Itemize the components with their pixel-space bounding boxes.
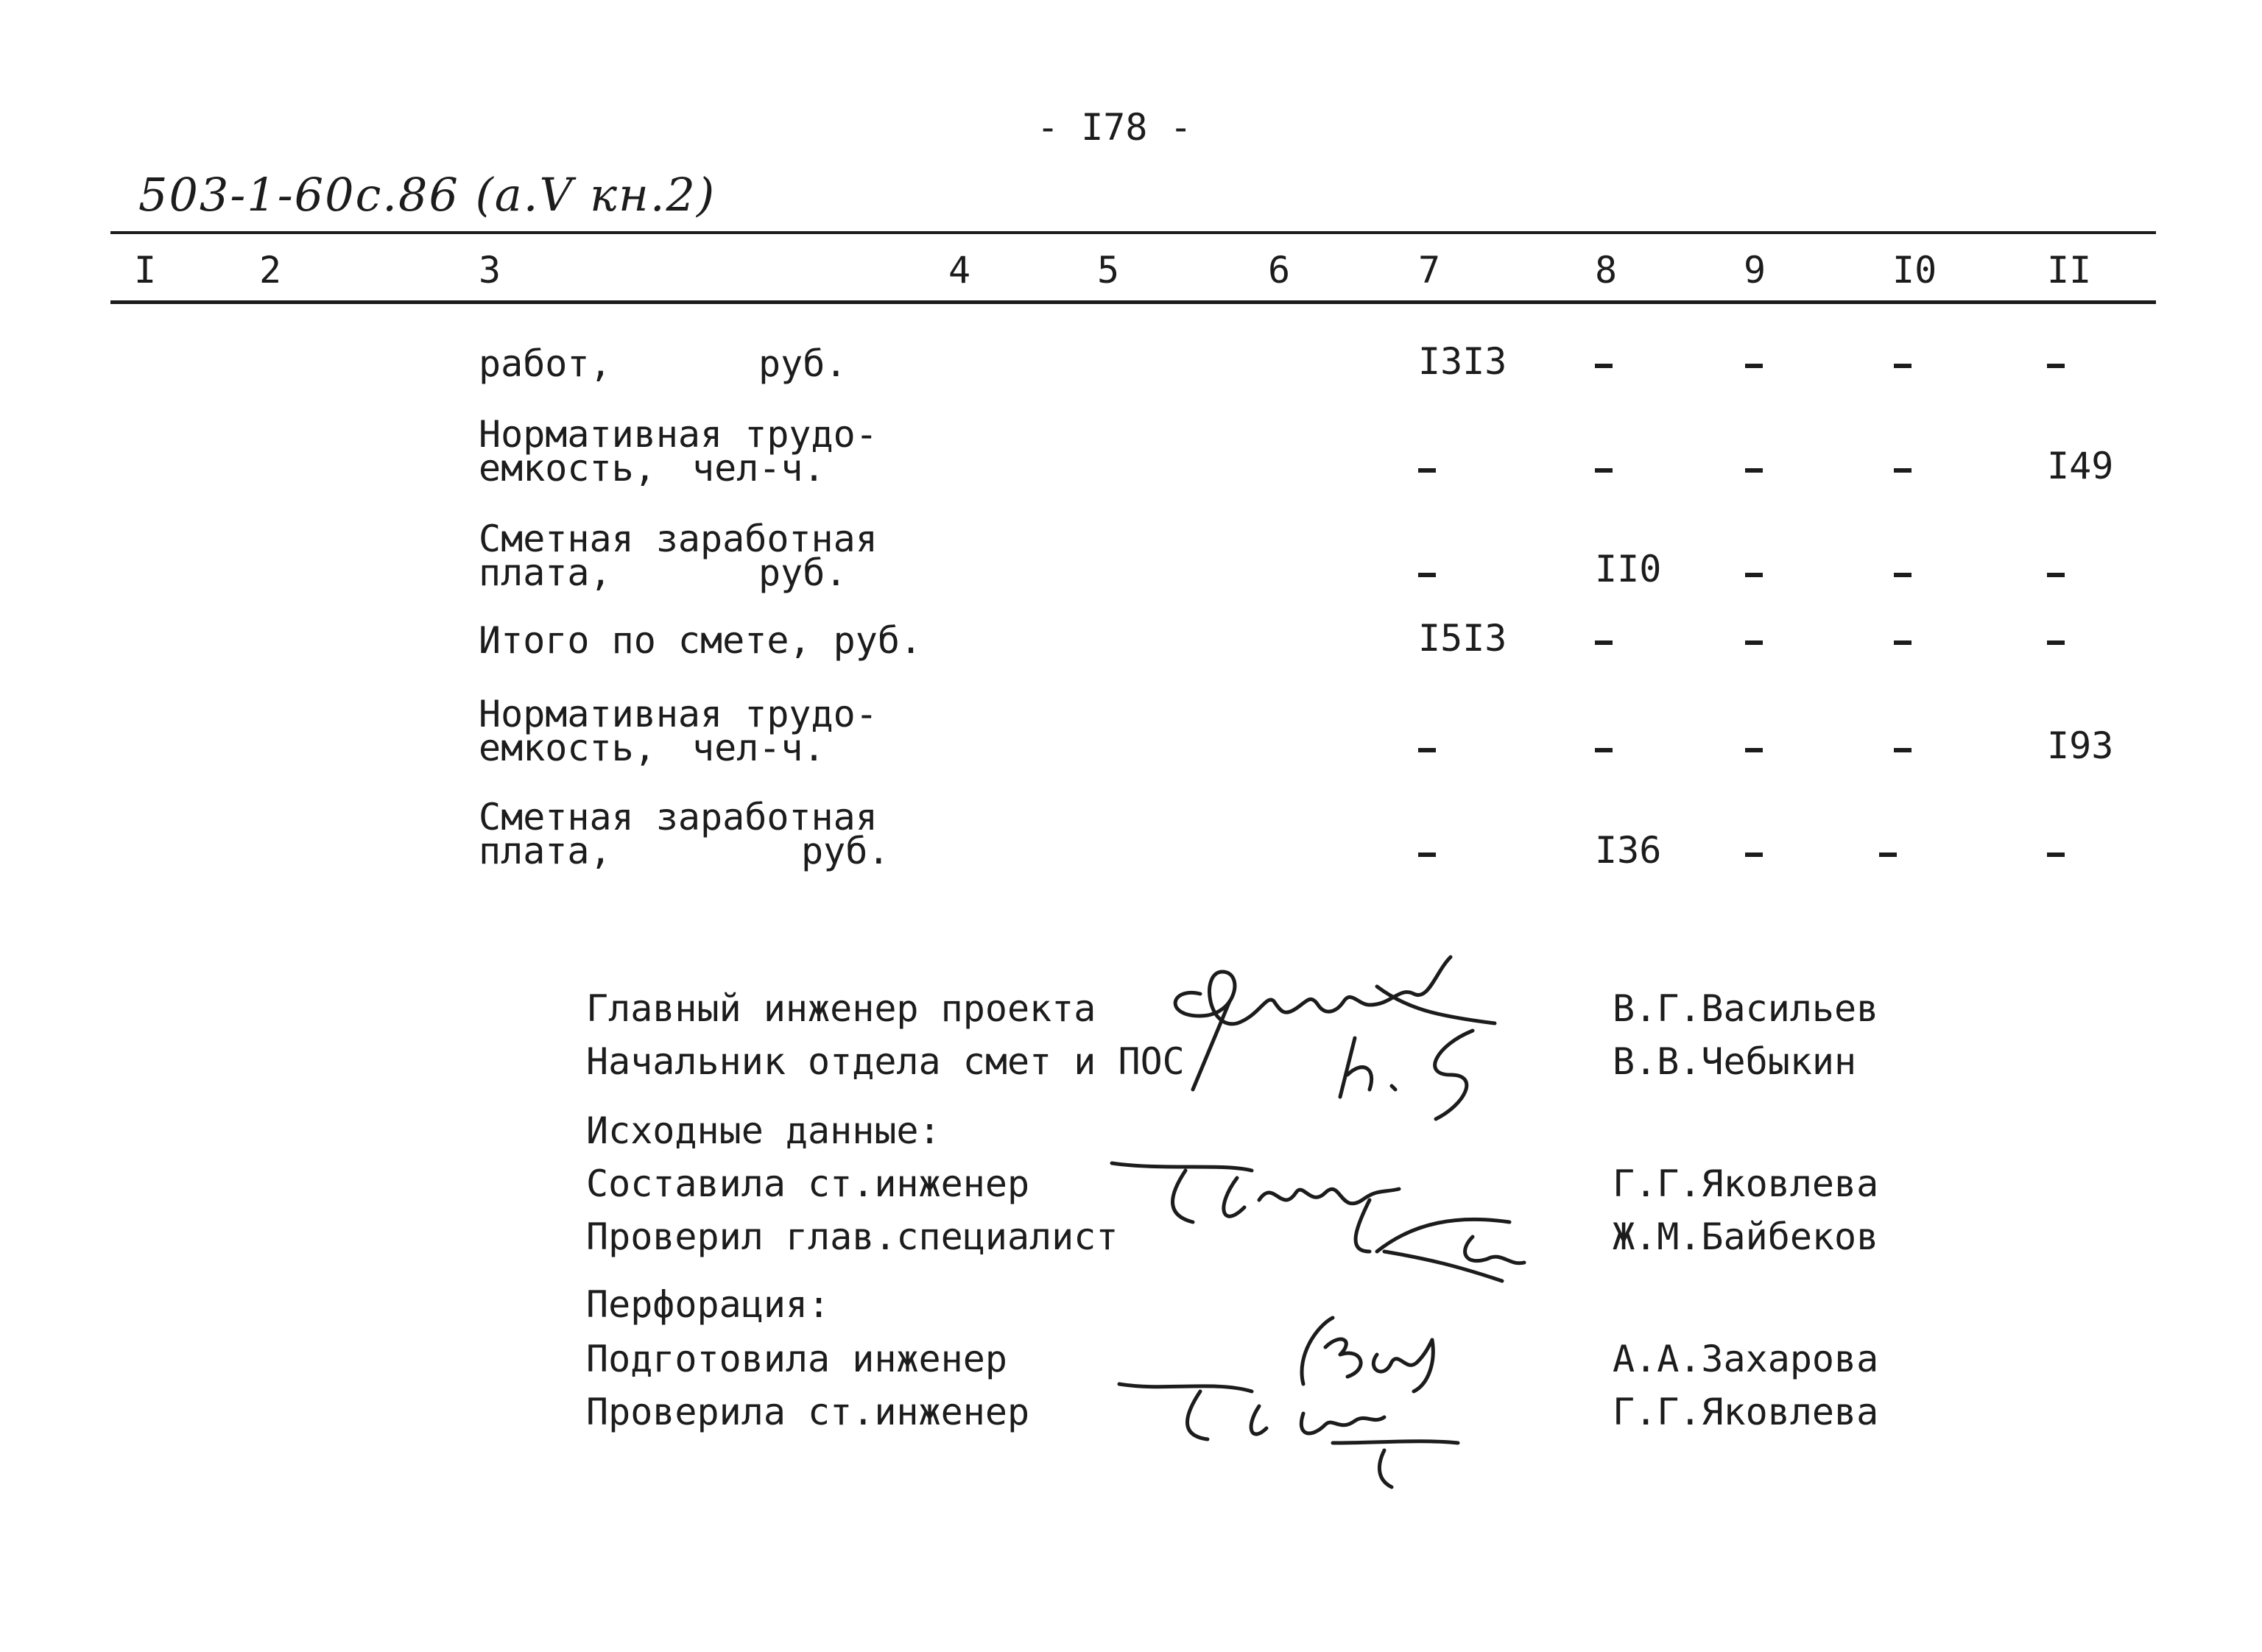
cell-col8-dash: [1595, 748, 1613, 752]
source-data-heading: Исходные данные:: [586, 1109, 941, 1152]
cell-col7-dash: [1418, 468, 1436, 473]
checked-by-name: Ж.М.Байбеков: [1613, 1215, 1879, 1258]
row-unit: руб.: [801, 830, 890, 872]
cell-col7-dash: [1418, 853, 1436, 857]
cell-col9-dash: [1745, 573, 1763, 577]
chief-engineer-name: В.Г.Васильев: [1613, 987, 1879, 1030]
cell-col11-dash: [2047, 640, 2065, 645]
cell-col9-dash: [1745, 748, 1763, 752]
cell-col7-dash: [1418, 573, 1436, 577]
row-unit: руб.: [758, 551, 848, 594]
row-label-continued: плата,: [479, 551, 612, 594]
prepared-by-name: А.А.Захарова: [1613, 1338, 1879, 1380]
row-label: Нормативная трудо-: [479, 693, 878, 735]
column-header-10: I0: [1892, 249, 1937, 292]
column-header-5: 5: [1097, 249, 1120, 292]
row-label-continued: емкость,: [479, 727, 656, 769]
column-header-9: 9: [1744, 249, 1766, 292]
column-header-3: 3: [479, 249, 501, 292]
column-header-6: 6: [1268, 249, 1291, 292]
row-unit: чел-ч.: [692, 447, 825, 490]
checked2-by-title: Проверила ст.инженер: [586, 1391, 1030, 1433]
row-unit: чел-ч.: [692, 727, 825, 769]
cell-col7-dash: [1418, 748, 1436, 752]
cell-col11: I93: [2047, 724, 2114, 767]
row-label: Сметная заработная: [479, 518, 878, 560]
cell-col11-dash: [2047, 853, 2065, 857]
row-label: Нормативная трудо-: [479, 413, 878, 456]
row-label: работ,: [479, 342, 612, 385]
dept-head-title: Начальник отдела смет и ПОС: [586, 1040, 1185, 1083]
page-number: - I78 -: [1037, 106, 1192, 149]
row-label: Сметная заработная: [479, 796, 878, 839]
cell-col7: I3I3: [1418, 340, 1507, 383]
checked-by-title: Проверил глав.специалист: [586, 1215, 1118, 1258]
row-label-continued: емкость,: [479, 447, 656, 490]
row-label-continued: плата,: [479, 830, 612, 872]
column-header-8: 8: [1595, 249, 1618, 292]
cell-col8: I36: [1595, 829, 1662, 872]
cell-col11: I49: [2047, 445, 2114, 487]
cell-col10-dash: [1894, 640, 1912, 645]
cell-col9-dash: [1745, 364, 1763, 368]
cell-col11-dash: [2047, 573, 2065, 577]
cell-col8-dash: [1595, 468, 1613, 473]
chief-engineer-title: Главный инженер проекта: [586, 987, 1096, 1030]
cell-col9-dash: [1745, 853, 1763, 857]
signature-checked2-by: [1112, 1369, 1458, 1494]
column-header-11: II: [2047, 249, 2092, 292]
cell-col7: I5I3: [1418, 617, 1507, 660]
cell-col10-dash: [1879, 853, 1897, 857]
signature-dept-head: [1325, 1016, 1532, 1134]
cell-col8-dash: [1595, 640, 1613, 645]
cell-col10-dash: [1894, 573, 1912, 577]
prepared-by-title: Подготовила инженер: [586, 1338, 1007, 1380]
column-header-1: I: [134, 249, 157, 292]
table-header-rule: [110, 300, 2156, 304]
column-header-4: 4: [948, 249, 971, 292]
cell-col8: II0: [1595, 548, 1662, 590]
cell-col9-dash: [1745, 640, 1763, 645]
column-header-7: 7: [1418, 249, 1441, 292]
compiled-by-name: Г.Г.Яковлева: [1613, 1162, 1879, 1205]
row-label: Итого по смете, руб.: [479, 619, 923, 662]
cell-col9-dash: [1745, 468, 1763, 473]
row-unit: руб.: [758, 342, 848, 385]
signature-checked-by: [1370, 1207, 1554, 1288]
cell-col10-dash: [1894, 748, 1912, 752]
perforation-heading: Перфорация:: [586, 1283, 831, 1326]
column-header-2: 2: [259, 249, 282, 292]
table-top-rule: [110, 231, 2156, 234]
dept-head-name: В.В.Чебыкин: [1613, 1040, 1857, 1083]
cell-col10-dash: [1894, 468, 1912, 473]
compiled-by-title: Составила ст.инженер: [586, 1162, 1030, 1205]
document-code: 503-1-60с.86 (а.V кн.2): [138, 168, 716, 222]
cell-col11-dash: [2047, 364, 2065, 368]
checked2-by-name: Г.Г.Яковлева: [1613, 1391, 1879, 1433]
cell-col10-dash: [1894, 364, 1912, 368]
cell-col8-dash: [1595, 364, 1613, 368]
